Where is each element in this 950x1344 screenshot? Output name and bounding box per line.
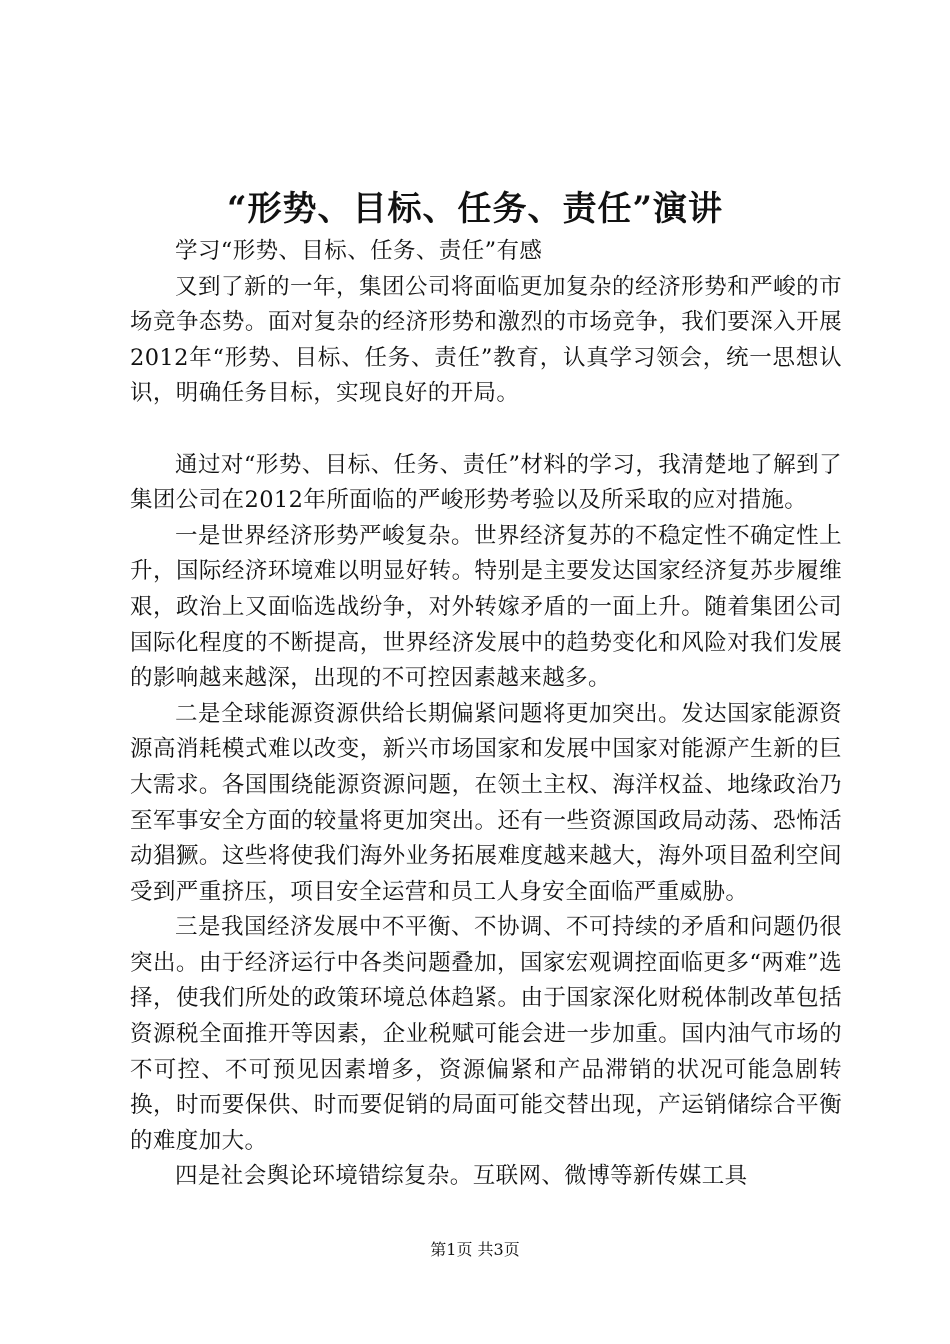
paragraph-point-two: 二是全球能源资源供给长期偏紧问题将更加突出。发达国家能源资源高消耗模式难以改变，新兴市场国家和发展中国家对能源产生新的巨大需求。各国围绕能源资源问题，在领土主权、海洋权益、地缘政治乃至军事安全方面的较量将更加突出。还有一些资源国政局动荡、恐怖活动猖獗。这些将使我们海外业务拓展难度越来越大，海外项目盈利空间受到严重挤压，项目安全运营和员工人身安全面临严重威胁。 <box>130 700 842 905</box>
paragraph-point-three: 三是我国经济发展中不平衡、不协调、不可持续的矛盾和问题仍很突出。由于经济运行中各类问题叠加，国家宏观调控面临更多“两难”选择，使我们所处的政策环境总体趋紧。由于国家深化财税体制改革包括资源税全面推开等因素，企业税赋可能会进一步加重。国内油气市场的不可控、不可预见因素增多，资源偏紧和产品滞销的状况可能急剧转换，时而要保供、时而要促销的局面可能交替出现，产运销储综合平衡的难度加大。 <box>130 914 842 1154</box>
paragraph-point-one: 一是世界经济形势严峻复杂。世界经济复苏的不稳定性不确定性上升，国际经济环境难以明显好转。特别是主要发达国家经济复苏步履维艰，政治上又面临选战纷争，对外转嫁矛盾的一面上升。随着集团公司国际化程度的不断提高，世界经济发展中的趋势变化和风险对我们发展的影响越来越深，出现的不可控因素越来越多。 <box>130 522 842 692</box>
document-title: “形势、目标、任务、责任”演讲 <box>226 189 724 229</box>
paragraph-intro: 又到了新的一年，集团公司将面临更加复杂的经济形势和严峻的市场竞争态势。面对复杂的经济形势和激烈的市场竞争，我们要深入开展2012年“形势、目标、任务、责任”教育，认真学习领会，统一思想认识，明确任务目标，实现良好的开局。 <box>130 273 842 407</box>
page-number-footer: 第1页 共3页 <box>430 1240 520 1259</box>
document-body <box>130 234 842 1195</box>
paragraph-subtitle: 学习“形势、目标、任务、责任”有感 <box>175 238 543 264</box>
paragraph-point-four: 四是社会舆论环境错综复杂。互联网、微博等新传媒工具 <box>175 1163 748 1190</box>
paragraph-study: 通过对“形势、目标、任务、责任”材料的学习，我清楚地了解到了集团公司在2012年所面临的严峻形势考验以及所采取的应对措施。 <box>130 451 842 514</box>
